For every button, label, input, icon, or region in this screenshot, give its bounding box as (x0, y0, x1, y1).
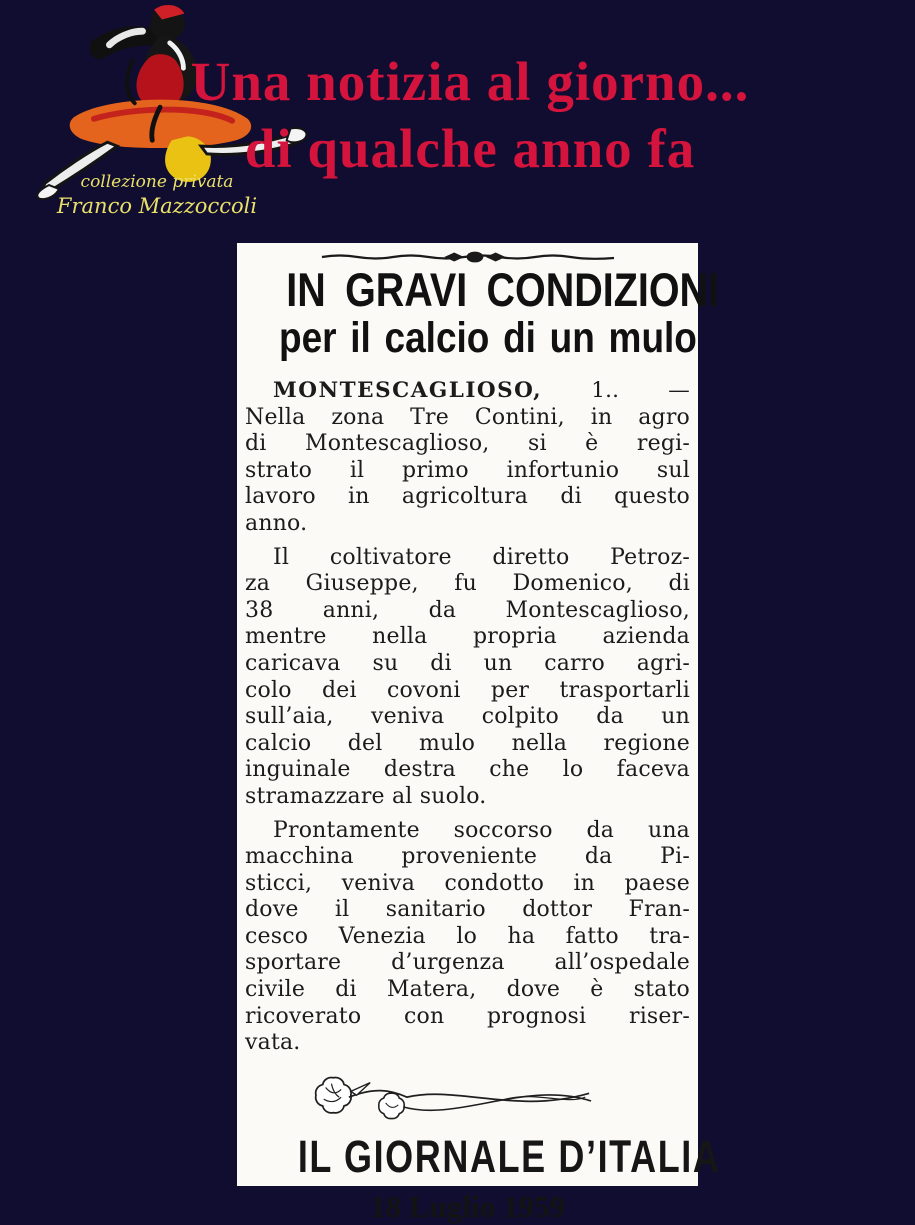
article-line: ricoverato con prognosi riser- (245, 1003, 690, 1029)
carnation-flourish-icon (283, 1071, 593, 1133)
article-line: inguinale destra che lo faceva (245, 757, 690, 783)
article-headline (245, 263, 720, 362)
article-line: Il coltivatore diretto Petroz- (273, 544, 690, 570)
logo-caption-line2: Franco Mazzoccoli (56, 194, 258, 218)
article-line: civile di Matera, dove è stato (245, 977, 690, 1003)
newspaper-clipping (237, 243, 721, 1224)
article-line: Nella zona Tre Contini, in agro (245, 404, 690, 430)
article-line: sportare d’urgenza all’ospedale (245, 950, 690, 976)
dateline-city: MONTESCAGLIOSO, (273, 378, 543, 403)
headline-line1: IN GRAVI CONDIZIONI (286, 263, 720, 316)
article-line: cesco Venezia lo ha fatto tra- (245, 923, 690, 949)
page-title (155, 48, 785, 182)
article-line: za Giuseppe, fu Domenico, di (245, 571, 690, 597)
article-line: strato il primo infortunio sul (245, 457, 690, 483)
headline-line2: per il calcio di un mulo (279, 314, 697, 362)
dateline-rest: 1.. — (591, 378, 690, 403)
article-line: 38 anni, da Montescaglioso, (245, 597, 690, 623)
article-line: lavoro in agricoltura di questo (245, 484, 690, 510)
article-paragraph (245, 818, 690, 1057)
article-line: caricava su di un carro agri- (245, 650, 690, 676)
article-body (245, 378, 690, 1057)
article-line: sull’aia, veniva colpito da un (245, 704, 690, 730)
article-line: vata. (245, 1030, 301, 1056)
article-line: anno. (245, 510, 308, 536)
article-line: Prontamente soccorso da una (273, 817, 690, 843)
article-paragraph (245, 405, 690, 538)
dateline (245, 378, 690, 405)
article-line: di Montescaglioso, si è regi- (245, 431, 690, 457)
article-paragraph (245, 545, 690, 811)
article-line: sticci, veniva condotto in paese (245, 870, 690, 896)
article-line: dove il sanitario dottor Fran- (245, 897, 690, 923)
article-line: stramazzare al suolo. (245, 783, 487, 809)
issue-date: 18 Luglio 1959 (370, 1188, 565, 1224)
article-line: colo dei covoni per trasportarli (245, 677, 690, 703)
masthead (245, 1130, 721, 1182)
logo-caption-line1: collezione privata (80, 172, 234, 192)
article-line: mentre nella propria azienda (245, 624, 690, 650)
masthead-text: IL GIORNALE D’ITALIA (297, 1130, 721, 1182)
article-line: macchina proveniente da Pi- (245, 844, 690, 870)
page-title-line2: di qualche anno fa (244, 118, 696, 179)
page-title-line1: Una notizia al giorno... (190, 51, 750, 112)
article-line: calcio del mulo nella regione (245, 730, 690, 756)
